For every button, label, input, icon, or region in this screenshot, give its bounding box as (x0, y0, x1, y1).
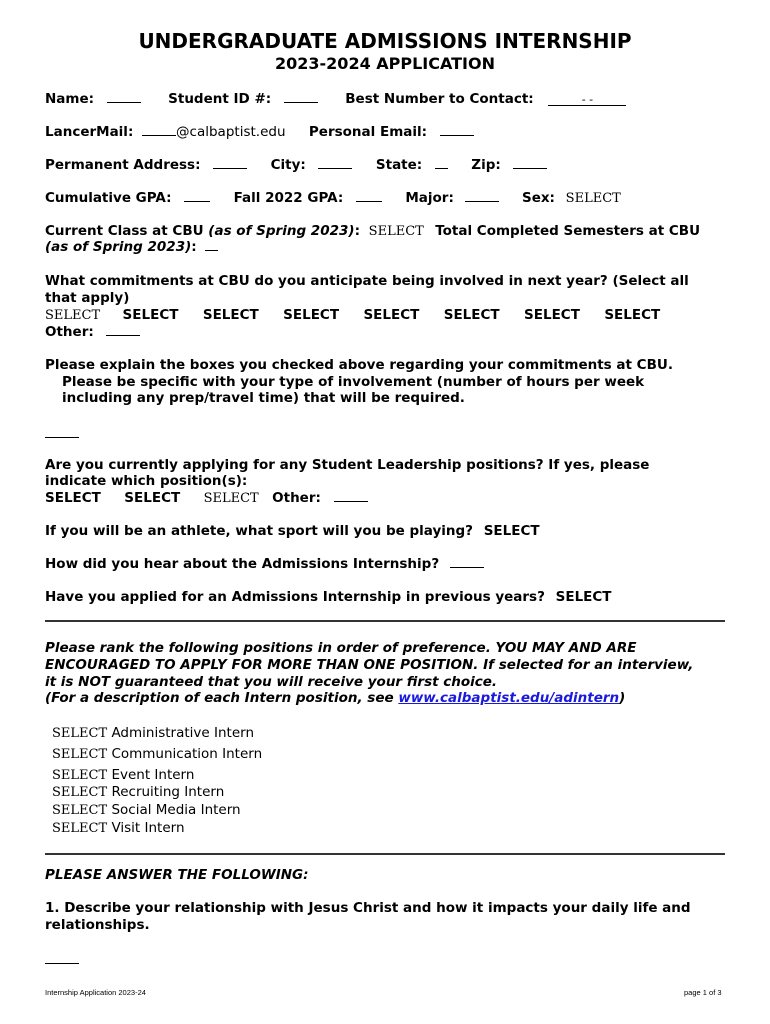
page-subtitle: 2023-2024 APPLICATION (275, 54, 495, 73)
commitment-select[interactable]: SELECT (604, 307, 661, 323)
state-field[interactable] (435, 157, 448, 169)
commitments-other (45, 324, 140, 340)
commitments-question-2: that apply) (45, 290, 130, 306)
explain-answer-field[interactable] (45, 426, 79, 438)
leadership-line-1: Are you currently applying for any Student Leadership positions? If yes, please (45, 457, 650, 473)
position-label: Administrative Intern (111, 725, 254, 741)
position-label: Visit Intern (111, 820, 185, 836)
total-semesters-label: Total Completed Semesters at CBU (435, 223, 701, 239)
position-item (52, 767, 194, 784)
answer-heading: PLEASE ANSWER THE FOLLOWING: (45, 867, 309, 883)
question-1-line-1: 1. Describe your relationship with Jesus Christ and how it impacts your daily life and (45, 900, 691, 916)
explain-line-1: Please explain the boxes you checked above regarding your commitments at CBU. (45, 357, 673, 373)
position-rank-select[interactable]: SELECT (52, 821, 108, 836)
page-title: UNDERGRADUATE ADMISSIONS INTERNSHIP (138, 29, 632, 53)
position-label: Communication Intern (111, 746, 263, 762)
footer-document-name: Internship Application 2023-24 (45, 988, 146, 997)
leadership-select[interactable]: SELECT (203, 491, 259, 506)
commitments-other-label: Other: (45, 324, 94, 340)
position-rank-select[interactable]: SELECT (52, 768, 108, 783)
best-number-label: Best Number to Contact: (345, 91, 534, 107)
city-field[interactable] (318, 157, 352, 169)
current-class-colon: : (354, 223, 360, 239)
row-current-class (45, 223, 700, 240)
lancermail-label: LancerMail: (45, 124, 134, 140)
position-item (52, 746, 262, 763)
rank-line-4-suffix: ) (619, 690, 626, 706)
total-semesters-qualifier: (as of Spring 2023) (45, 239, 192, 255)
rank-line-4 (45, 690, 625, 706)
position-label: Event Intern (111, 767, 195, 783)
fall-gpa-label: Fall 2022 GPA: (233, 190, 344, 206)
best-number-field[interactable]: - - (548, 94, 626, 106)
section-divider (45, 620, 725, 622)
leadership-select[interactable]: SELECT (45, 490, 101, 506)
permanent-address-field[interactable] (213, 157, 247, 169)
permanent-address-label: Permanent Address: (45, 157, 201, 173)
cumulative-gpa-label: Cumulative GPA: (45, 190, 172, 206)
rank-line-2: ENCOURAGED TO APPLY FOR MORE THAN ONE POSITION. If selected for an interview, (45, 657, 694, 673)
leadership-other-label: Other: (272, 490, 321, 506)
sex-label: Sex: (521, 190, 555, 206)
leadership-other-field[interactable] (334, 490, 368, 502)
athlete-question: If you will be an athlete, what sport will you be playing? (45, 523, 473, 539)
row-email (45, 124, 474, 140)
total-semesters-field[interactable] (205, 239, 218, 251)
position-rank-select[interactable]: SELECT (52, 785, 108, 800)
fall-gpa-field[interactable] (356, 190, 382, 202)
position-item (52, 784, 224, 801)
personal-email-label: Personal Email: (308, 124, 428, 140)
name-label: Name: (45, 91, 95, 107)
position-item (52, 820, 185, 837)
current-class-qualifier: (as of Spring 2023) (208, 223, 355, 239)
name-field[interactable] (107, 91, 141, 103)
cumulative-gpa-field[interactable] (184, 190, 210, 202)
athlete-select[interactable]: SELECT (483, 523, 540, 539)
position-label: Social Media Intern (111, 802, 241, 818)
student-id-label: Student ID #: (168, 91, 272, 107)
position-item (52, 802, 241, 819)
commitment-select-first[interactable]: SELECT (45, 308, 101, 323)
lancermail-suffix: @calbaptist.edu (176, 124, 286, 140)
commitment-select[interactable]: SELECT (283, 307, 340, 323)
sex-select[interactable]: SELECT (565, 191, 621, 206)
major-field[interactable] (465, 190, 499, 202)
leadership-select[interactable]: SELECT (124, 490, 181, 506)
athlete-row (45, 523, 540, 539)
city-label: City: (270, 157, 306, 173)
total-semesters-colon: : (191, 239, 197, 255)
student-id-field[interactable] (284, 91, 318, 103)
applied-row (45, 589, 612, 605)
section-divider (45, 853, 725, 855)
rank-line-3: it is NOT guaranteed that you will receive your first choice. (45, 674, 498, 690)
position-rank-select[interactable]: SELECT (52, 726, 108, 741)
hear-field[interactable] (450, 556, 484, 568)
state-label: State: (375, 157, 423, 173)
explain-line-2: Please be specific with your type of involvement (number of hours per week (62, 374, 645, 390)
commitment-select[interactable]: SELECT (122, 307, 179, 323)
personal-email-field[interactable] (440, 124, 474, 136)
lancermail-field[interactable] (142, 124, 176, 136)
major-label: Major: (405, 190, 454, 206)
rank-line-1: Please rank the following positions in order of preference. YOU MAY AND ARE (45, 640, 637, 656)
row-name (45, 91, 626, 107)
zip-label: Zip: (471, 157, 501, 173)
row-address (45, 157, 547, 173)
current-class-select[interactable]: SELECT (368, 224, 424, 239)
footer-page-number: page 1 of 3 (684, 988, 722, 997)
current-class-label: Current Class at CBU (45, 223, 204, 239)
zip-field[interactable] (513, 157, 547, 169)
commitment-select[interactable]: SELECT (363, 307, 420, 323)
rank-line-4-prefix: (For a description of each Intern position, see (45, 690, 399, 706)
commitments-question-1: What commitments at CBU do you anticipate being involved in next year? (Select all (45, 273, 689, 289)
leadership-line-2: indicate which position(s): (45, 473, 248, 489)
applied-select[interactable]: SELECT (555, 589, 612, 605)
commitment-select[interactable]: SELECT (443, 307, 500, 323)
commitment-select[interactable]: SELECT (524, 307, 580, 323)
row-total-semesters (45, 239, 218, 255)
position-rank-select[interactable]: SELECT (52, 803, 108, 818)
commitments-selects (45, 307, 660, 324)
intern-description-link[interactable]: www.calbaptist.edu/adintern (398, 690, 620, 706)
hear-row (45, 556, 484, 572)
commitments-other-field[interactable] (106, 324, 140, 336)
position-label: Recruiting Intern (111, 784, 225, 800)
hear-question: How did you hear about the Admissions Internship? (45, 556, 440, 572)
explain-line-3: including any prep/travel time) that will be required. (62, 390, 465, 406)
question-1-answer-field[interactable] (45, 952, 79, 964)
commitment-select[interactable]: SELECT (202, 307, 259, 323)
position-item (52, 725, 254, 742)
row-gpa (45, 190, 621, 207)
position-rank-select[interactable]: SELECT (52, 747, 108, 762)
question-1-line-2: relationships. (45, 917, 150, 933)
applied-question: Have you applied for an Admissions Internship in previous years? (45, 589, 545, 605)
leadership-selects (45, 490, 368, 507)
